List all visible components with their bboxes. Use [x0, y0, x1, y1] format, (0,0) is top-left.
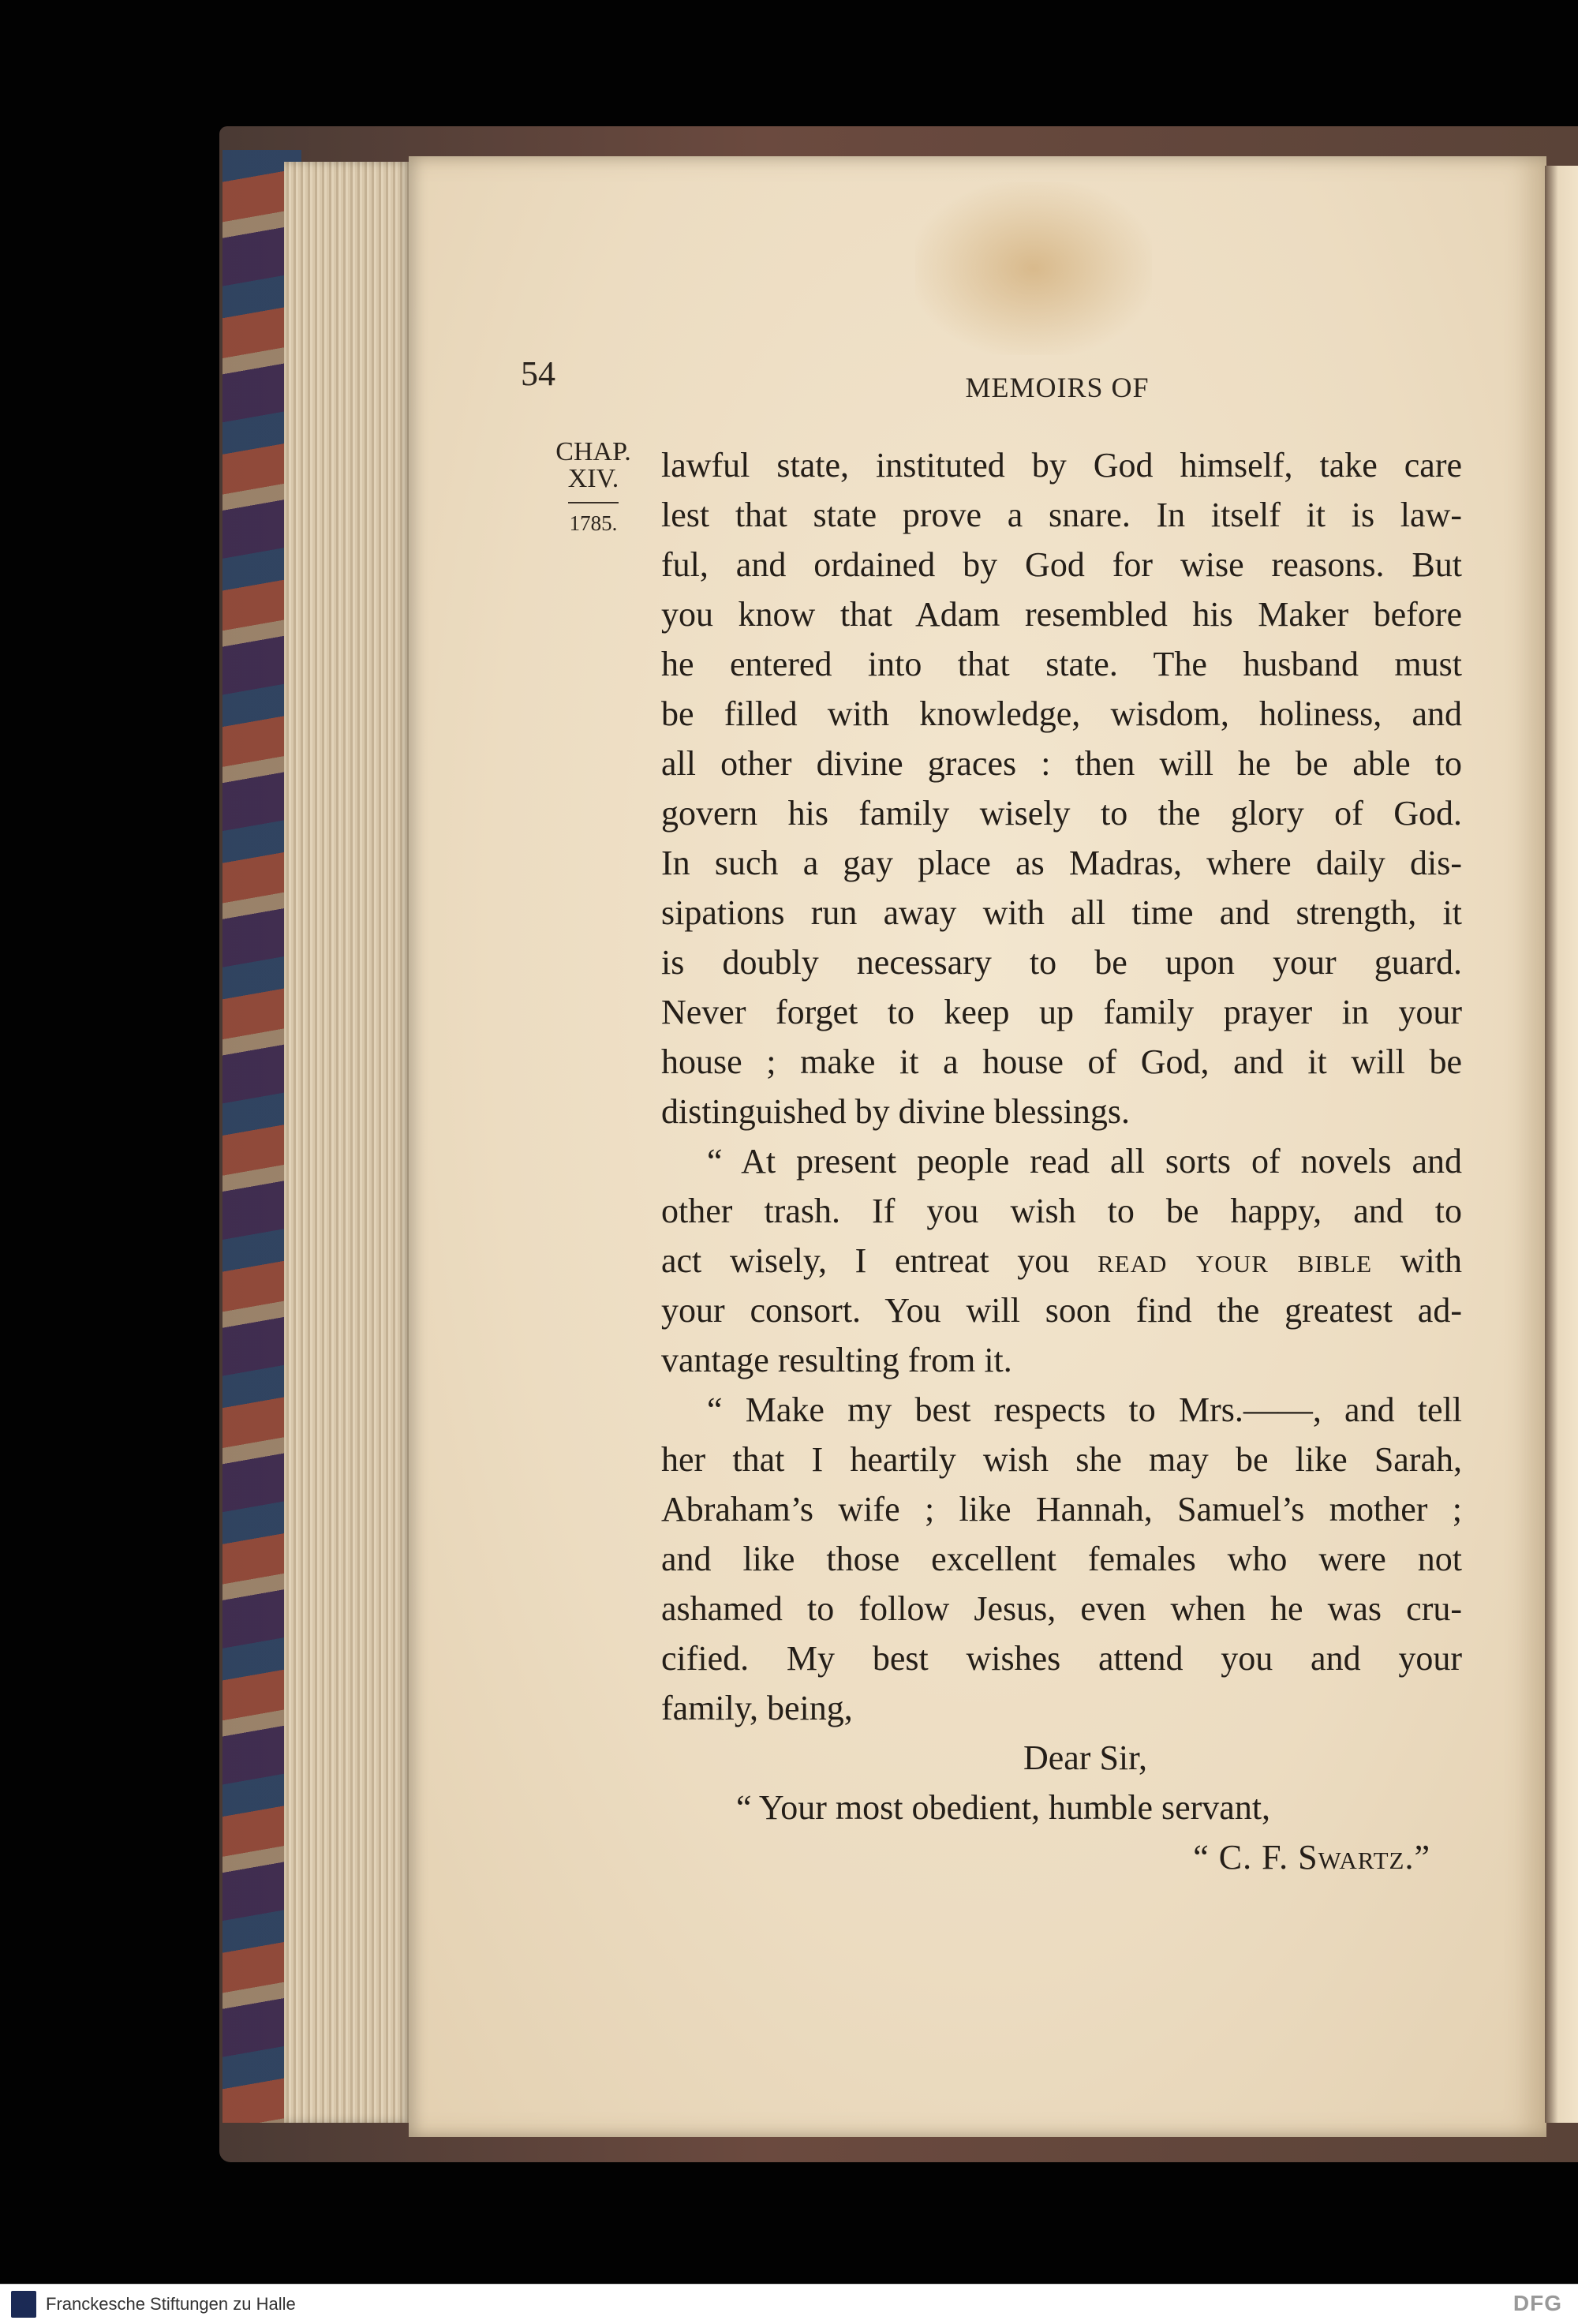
institution-logo-icon	[11, 2291, 36, 2318]
page-number: 54	[521, 354, 555, 393]
page-edges-left	[284, 162, 410, 2123]
text-fragment: act wisely, I entreat you	[661, 1241, 1070, 1280]
margin-year: 1785.	[569, 511, 618, 535]
text-line: lest that state prove a snare. In itself it is law-	[661, 496, 1462, 534]
text-line: govern his family wisely to the glory of God.	[661, 794, 1462, 833]
text-line: and like those excellent females who were not	[661, 1540, 1462, 1578]
running-title: MEMOIRS OF	[965, 372, 1150, 403]
text-line: other trash. If you wish to be happy, and to	[661, 1192, 1462, 1230]
text-line: “ At present people read all sorts of novels and	[707, 1142, 1462, 1181]
margin-note	[546, 439, 641, 536]
text-line: you know that Adam resembled his Maker before	[661, 595, 1462, 634]
text-line: distinguished by divine blessings.	[661, 1092, 1130, 1131]
text-line: house ; make it a house of God, and it will be	[661, 1042, 1462, 1081]
text-line: ashamed to follow Jesus, even when he was cru-	[661, 1589, 1462, 1628]
margin-chapter: CHAP.	[555, 437, 631, 466]
text-line: vantage resulting from it.	[661, 1341, 1012, 1379]
text-line: her that I heartily wish she may be like Sarah,	[661, 1440, 1462, 1479]
small-caps-emphasis: read your bible	[1097, 1241, 1373, 1280]
text-line: Abraham’s wife ; like Hannah, Samuel’s mother ;	[661, 1490, 1462, 1529]
text-fragment: with	[1400, 1241, 1462, 1280]
text-line: ful, and ordained by God for wise reasons. But	[661, 545, 1462, 584]
text-line: be filled with knowledge, wisdom, holiness, and	[661, 694, 1462, 733]
body-text	[661, 440, 1462, 1882]
text-line: lawful state, instituted by God himself, take care	[661, 446, 1462, 485]
page-stain	[915, 182, 1152, 355]
letter-complimentary-close: “ Your most obedient, humble servant,	[736, 1788, 1271, 1827]
page-edges-right	[1545, 166, 1578, 2123]
text-line: your consort. You will soon find the greatest ad-	[661, 1291, 1462, 1330]
text-line: family, being,	[661, 1689, 853, 1727]
text-line: is doubly necessary to be upon your guard.	[661, 943, 1462, 982]
text-line: cified. My best wishes attend you and your	[661, 1639, 1462, 1678]
text-line: “ Make my best respects to Mrs.——, and tell	[707, 1390, 1462, 1429]
text-line: In such a gay place as Madras, where daily dis-	[661, 844, 1462, 882]
letter-signature: “ C. F. Swartz.”	[1193, 1838, 1430, 1877]
text-line: sipations run away with all time and strength, it	[661, 893, 1462, 932]
institution-name: Franckesche Stiftungen zu Halle	[46, 2294, 296, 2314]
text-line: Never forget to keep up family prayer in your	[661, 993, 1462, 1031]
margin-chapter-numeral: XIV.	[567, 464, 619, 493]
text-line: all other divine graces : then will he be able to	[661, 744, 1462, 783]
margin-rule	[568, 502, 619, 503]
letter-salutation: Dear Sir,	[1023, 1738, 1148, 1777]
viewer-footer	[0, 2284, 1578, 2324]
dfg-logo: DFG	[1513, 2291, 1562, 2315]
text-line	[661, 1236, 1462, 1285]
text-line: he entered into that state. The husband must	[661, 645, 1462, 683]
